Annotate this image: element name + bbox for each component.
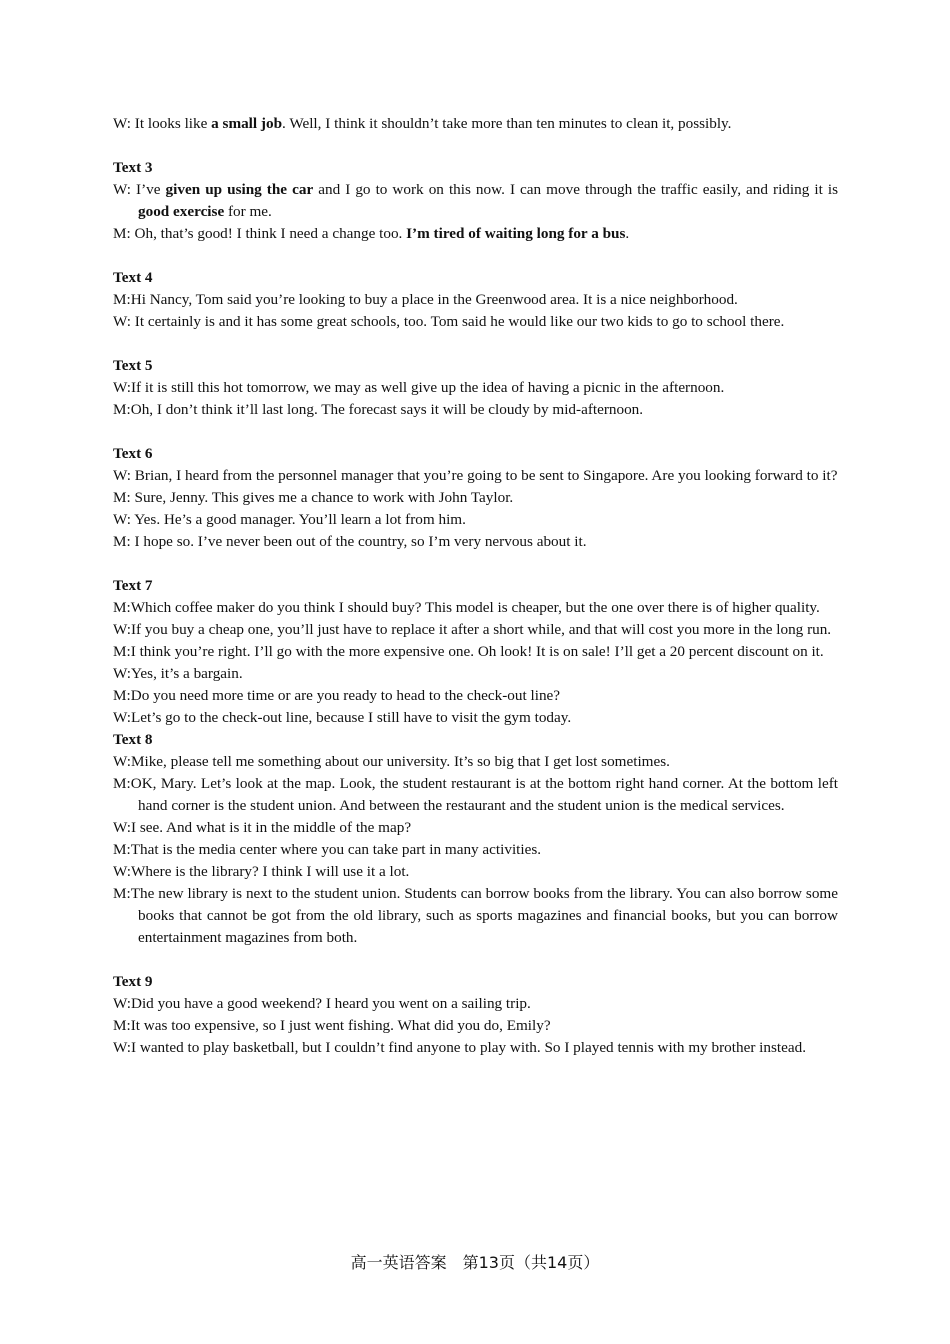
dialogue-section xyxy=(113,553,838,729)
dialogue-section xyxy=(113,949,838,1059)
dialogue-line xyxy=(113,311,838,333)
line-text: M:Do you need more time or are you ready to head to the check-out line? xyxy=(113,687,561,704)
dialogue-line xyxy=(113,883,838,949)
line-text: W: I’ve xyxy=(113,181,166,198)
section-spacer xyxy=(113,421,838,443)
document-body xyxy=(113,113,838,1059)
section-heading: Text 8 xyxy=(113,731,153,748)
emphasized-phrase: given up using the car xyxy=(165,181,314,198)
line-text: and I go to work on this now. I can move through the traffic easily, and riding it is xyxy=(313,181,838,198)
page-footer: 高一英语答案 第13页（共14页） xyxy=(350,1253,600,1272)
line-text: . Well, I think it shouldn’t take more than ten minutes to clean it, possibly. xyxy=(282,115,732,132)
dialogue-line xyxy=(113,113,838,135)
dialogue-section xyxy=(113,729,838,949)
section-heading: Text 9 xyxy=(113,973,153,990)
dialogue-line xyxy=(113,531,838,553)
line-text: M:Hi Nancy, Tom said you’re looking to buy a place in the Greenwood area. It is a nice neighborhood. xyxy=(113,291,738,308)
dialogue-line xyxy=(113,663,838,685)
emphasized-phrase: good exercise xyxy=(138,203,225,220)
line-text: W:If it is still this hot tomorrow, we may as well give up the idea of having a picnic in the afternoon. xyxy=(113,379,725,396)
line-text: W:Where is the library? I think I will use it a lot. xyxy=(113,863,410,880)
section-heading: Text 7 xyxy=(113,577,153,594)
section-spacer xyxy=(113,553,838,575)
line-text: W: Yes. He’s a good manager. You’ll learn a lot from him. xyxy=(113,511,466,528)
line-text: W:If you buy a cheap one, you’ll just have to replace it after a short while, and that will cost you more in the long run. xyxy=(113,621,832,638)
section-spacer xyxy=(113,333,838,355)
section-heading: Text 3 xyxy=(113,159,153,176)
dialogue-line xyxy=(113,377,838,399)
section-spacer xyxy=(113,949,838,971)
line-text: M:Oh, I don’t think it’ll last long. The forecast says it will be cloudy by mid-afternoon. xyxy=(113,401,644,418)
dialogue-line xyxy=(113,597,838,619)
line-text: M:OK, Mary. Let’s look at the map. Look, the student restaurant is at the bottom right hand corner. At the bottom left hand corner is the student union. And between the restaurant and the student union is the medical services. xyxy=(113,775,838,814)
dialogue-line xyxy=(113,993,838,1015)
line-text: M: Oh, that’s good! I think I need a change too. xyxy=(113,225,407,242)
line-text: W: It looks like xyxy=(113,115,212,132)
line-text: W:Yes, it’s a bargain. xyxy=(113,665,243,682)
dialogue-line xyxy=(113,839,838,861)
line-text: M: Sure, Jenny. This gives me a chance to work with John Taylor. xyxy=(113,489,514,506)
line-text: W:I see. And what is it in the middle of the map? xyxy=(113,819,412,836)
line-text: for me. xyxy=(224,203,272,220)
dialogue-line xyxy=(113,487,838,509)
dialogue-line xyxy=(113,773,838,817)
line-text: M: I hope so. I’ve never been out of the country, so I’m very nervous about it. xyxy=(113,533,587,550)
line-text: M:That is the media center where you can take part in many activities. xyxy=(113,841,542,858)
dialogue-line xyxy=(113,223,838,245)
dialogue-line xyxy=(113,465,838,487)
dialogue-line xyxy=(113,817,838,839)
line-text: M:It was too expensive, so I just went fishing. What did you do, Emily? xyxy=(113,1017,551,1034)
section-spacer xyxy=(113,245,838,267)
line-text: W:Let’s go to the check-out line, because I still have to visit the gym today. xyxy=(113,709,572,726)
emphasized-phrase: I’m tired of waiting long for a bus xyxy=(406,225,626,242)
line-text: W:Mike, please tell me something about our university. It’s so big that I get lost sometimes. xyxy=(113,753,670,770)
line-text: M:The new library is next to the student union. Students can borrow books from the library. You can also borrow some books that cannot be got from the old library, such as sports magazines and financial books, but you can borrow entertainment magazines from both. xyxy=(113,885,838,946)
line-text: W: Brian, I heard from the personnel manager that you’re going to be sent to Singapore. Are you looking forward to it? xyxy=(113,467,838,484)
dialogue-section xyxy=(113,135,838,245)
line-text: . xyxy=(625,225,630,242)
dialogue-line xyxy=(113,509,838,531)
emphasized-phrase: a small job xyxy=(211,115,283,132)
line-text: W:I wanted to play basketball, but I couldn’t find anyone to play with. So I played tennis with my brother instead. xyxy=(113,1039,806,1056)
dialogue-line xyxy=(113,179,838,223)
dialogue-section xyxy=(113,113,838,135)
section-heading: Text 6 xyxy=(113,445,153,462)
line-text: M:I think you’re right. I’ll go with the more expensive one. Oh look! It is on sale! I’ll get a 20 percent discount on it. xyxy=(113,643,824,660)
section-heading: Text 5 xyxy=(113,357,153,374)
dialogue-line xyxy=(113,751,838,773)
section-spacer xyxy=(113,135,838,157)
dialogue-section xyxy=(113,333,838,421)
dialogue-section xyxy=(113,245,838,333)
dialogue-line xyxy=(113,685,838,707)
dialogue-line xyxy=(113,399,838,421)
section-heading: Text 4 xyxy=(113,269,153,286)
dialogue-line xyxy=(113,641,838,663)
dialogue-line xyxy=(113,1037,838,1059)
dialogue-line xyxy=(113,619,838,641)
line-text: W:Did you have a good weekend? I heard you went on a sailing trip. xyxy=(113,995,531,1012)
dialogue-section xyxy=(113,421,838,553)
dialogue-line xyxy=(113,861,838,883)
dialogue-line xyxy=(113,289,838,311)
dialogue-line xyxy=(113,707,838,729)
line-text: M:Which coffee maker do you think I should buy? This model is cheaper, but the one over there is of higher quality. xyxy=(113,599,820,616)
line-text: W: It certainly is and it has some great schools, too. Tom said he would like our two kids to go to school there. xyxy=(113,313,785,330)
dialogue-line xyxy=(113,1015,838,1037)
